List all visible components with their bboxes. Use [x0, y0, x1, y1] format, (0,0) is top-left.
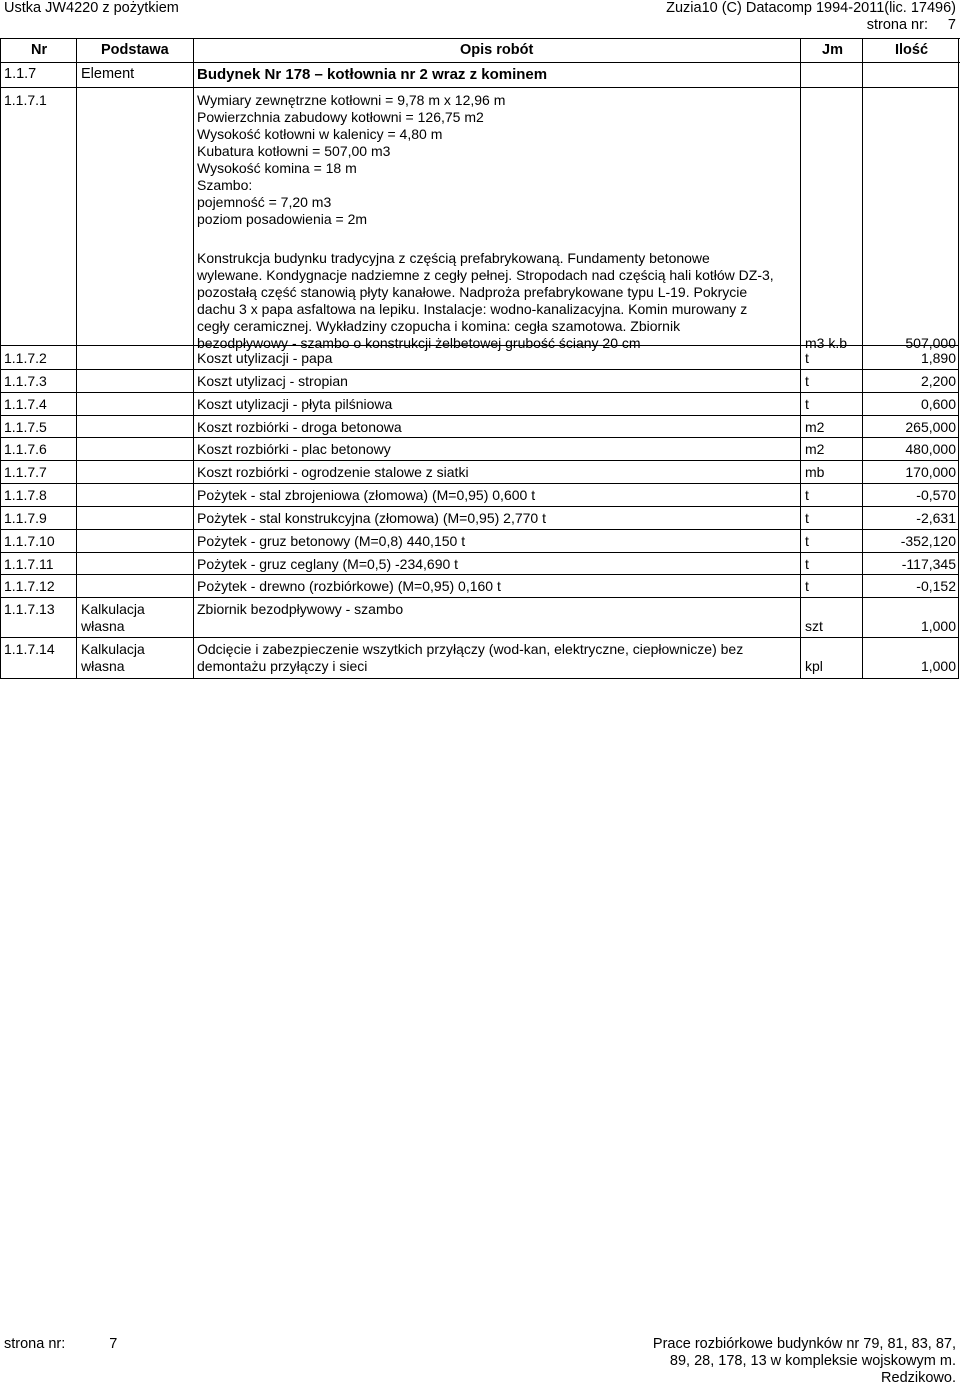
page-label: strona nr:	[4, 1336, 66, 1352]
row-nr: 1.1.7.7	[4, 464, 47, 480]
description-line: cegły ceramicznej. Wykładziny czopucha i komina: cegła szamotowa. Zbiornik	[197, 318, 681, 334]
table-right-border	[958, 38, 959, 678]
description-line: dachu 3 x papa asfaltowa na lepiku. Instalacje: wodno-kanalizacyjna. Komin murowany z	[197, 301, 748, 317]
row-unit: m3 k.b	[805, 335, 848, 351]
software-credit: Zuzia10 (C) Datacomp 1994-2011(lic. 17496)	[666, 0, 956, 16]
row-unit: mb	[805, 464, 825, 480]
row-quantity: 0,600	[920, 396, 956, 412]
column-header-ilosc: Ilość	[895, 42, 929, 58]
row-unit: t	[805, 556, 809, 572]
row-separator	[0, 369, 959, 370]
row-description	[197, 487, 802, 504]
row-quantity: 1,890	[920, 350, 956, 366]
row-quantity: 170,000	[905, 464, 956, 480]
row-nr: 1.1.7.14	[4, 641, 55, 657]
row-separator	[0, 392, 959, 393]
section-podstawa: Element	[81, 66, 135, 82]
row-quantity: -0,152	[916, 578, 956, 594]
row-nr: 1.1.7.13	[4, 601, 55, 617]
row-description	[197, 441, 802, 458]
row-unit: t	[805, 487, 809, 503]
document-header-title: Ustka JW4220 z pożytkiem	[4, 0, 179, 16]
row-podstawa: Kalkulacja własna	[81, 641, 145, 674]
row-unit: t	[805, 396, 809, 412]
row-quantity: 1,000	[920, 658, 956, 674]
row-separator	[0, 597, 959, 598]
column-header-opis: Opis robót	[460, 42, 534, 58]
description-line: pojemność = 7,20 m3	[197, 194, 332, 210]
description-line: Pożytek - drewno (rozbiórkowe) (M=0,95) 0,160 t	[197, 578, 501, 594]
subject-line: Redzikowo.	[881, 1370, 956, 1386]
page-number-header	[867, 17, 956, 33]
row-nr: 1.1.7.9	[4, 510, 47, 526]
row-separator	[0, 506, 959, 507]
row-description	[197, 419, 802, 436]
row-separator	[0, 345, 959, 346]
row-separator	[0, 483, 959, 484]
page-number-footer	[4, 1336, 117, 1352]
row-separator	[0, 415, 959, 416]
description-line: Pożytek - gruz betonowy (M=0,8) 440,150 t	[197, 533, 466, 549]
description-line: Kubatura kotłowni = 507,00 m3	[197, 143, 391, 159]
row-quantity: 507,000	[905, 335, 956, 351]
row-nr: 1.1.7.10	[4, 533, 55, 549]
table-top-border	[0, 38, 960, 39]
row-quantity: 265,000	[905, 419, 956, 435]
description-line: Koszt utylizacji - płyta pilśniowa	[197, 396, 393, 412]
row-nr: 1.1.7.4	[4, 396, 47, 412]
document-subject	[653, 1336, 956, 1387]
row-separator	[0, 574, 959, 575]
page-label: strona nr:	[866, 17, 928, 33]
row-unit: t	[805, 533, 809, 549]
row-nr: 1.1.7.12	[4, 578, 55, 594]
description-line: wylewane. Kondygnacje nadziemne z cegły pełnej. Stropodach nad częścią hali kotłów DZ-3,	[197, 267, 774, 283]
row-nr: 1.1.7.3	[4, 373, 47, 389]
row-separator	[0, 678, 959, 679]
column-header-jm: Jm	[822, 42, 843, 58]
description-line: Szambo:	[197, 177, 253, 193]
description-line: Koszt rozbiórki - droga betonowa	[197, 419, 402, 435]
description-line: Wymiary zewnętrzne kotłowni = 9,78 m x 12,96 m	[197, 92, 506, 108]
description-line: Koszt rozbiórki - ogrodzenie stalowe z siatki	[197, 464, 469, 480]
row-quantity: -2,631	[916, 510, 956, 526]
description-line: Zbiornik bezodpływowy - szambo	[197, 601, 404, 617]
row-quantity: 2,200	[920, 373, 956, 389]
description-line: Koszt rozbiórki - plac betonowy	[197, 441, 391, 457]
row-description	[197, 533, 802, 550]
row-description	[197, 601, 802, 635]
description-line: Koszt utylizacj - stropian	[197, 373, 348, 389]
description-line: poziom posadowienia = 2m	[197, 211, 368, 227]
row-separator	[0, 87, 959, 88]
column-divider	[193, 38, 194, 678]
table-left-border	[0, 38, 1, 678]
row-description	[197, 350, 802, 367]
row-description	[197, 510, 802, 527]
subject-line: 89, 28, 178, 13 w kompleksie wojskowym m.	[669, 1353, 956, 1369]
description-line: Pożytek - stal konstrukcyjna (złomowa) (M=0,95) 2,770 t	[197, 510, 546, 526]
row-unit: m2	[805, 419, 825, 435]
description-line	[197, 228, 802, 250]
description-line: Pożytek - stal zbrojeniowa (złomowa) (M=0,95) 0,600 t	[197, 487, 536, 503]
row-description	[197, 641, 802, 675]
row-unit: t	[805, 510, 809, 526]
description-line: Pożytek - gruz ceglany (M=0,5) -234,690 t	[197, 556, 459, 572]
section-nr: 1.1.7	[4, 66, 37, 82]
row-quantity: -117,345	[901, 556, 956, 572]
row-unit: szt	[805, 618, 823, 634]
description-line: Wysokość kotłowni w kalenicy = 4,80 m	[197, 126, 443, 142]
description-line	[197, 618, 802, 635]
description-line: Powierzchnia zabudowy kotłowni = 126,75 m2	[197, 109, 484, 125]
row-nr: 1.1.7.6	[4, 441, 47, 457]
row-nr: 1.1.7.1	[4, 92, 47, 108]
subject-line: Prace rozbiórkowe budynków nr 79, 81, 83, 87,	[652, 1336, 956, 1352]
description-line: Odcięcie i zabezpieczenie wszytkich przyłączy (wod-kan, elektryczne, ciepłownicze) bez	[197, 641, 744, 657]
row-description	[197, 92, 802, 352]
row-description	[197, 464, 802, 481]
row-separator	[0, 437, 959, 438]
row-separator	[0, 552, 959, 553]
column-divider	[76, 38, 77, 678]
row-unit: t	[805, 350, 809, 366]
table-header-bottom-border	[0, 62, 960, 63]
section-title: Budynek Nr 178 – kotłownia nr 2 wraz z kominem	[197, 66, 548, 83]
row-separator	[0, 460, 959, 461]
row-separator	[0, 529, 959, 530]
column-header-nr: Nr	[31, 42, 48, 58]
row-description	[197, 556, 802, 573]
description-line: Koszt utylizacji - papa	[197, 350, 333, 366]
description-line: pozostałą część stanowią płyty kanałowe. Nadproża prefabrykowane typu L-19. Pokrycie	[197, 284, 748, 300]
description-line: bezodpływowy - szambo o konstrukcji żelbetowej grubość ściany 20 cm	[197, 335, 641, 351]
row-unit: m2	[805, 441, 825, 457]
row-podstawa: Kalkulacja własna	[81, 601, 145, 634]
row-quantity: -0,570	[916, 487, 956, 503]
column-header-podstawa: Podstawa	[101, 42, 169, 58]
row-unit: t	[805, 578, 809, 594]
row-quantity: 480,000	[905, 441, 956, 457]
row-nr: 1.1.7.11	[4, 556, 54, 572]
row-nr: 1.1.7.8	[4, 487, 47, 503]
row-description	[197, 396, 802, 413]
column-divider	[862, 38, 863, 678]
row-nr: 1.1.7.5	[4, 419, 47, 435]
row-separator	[0, 637, 959, 638]
row-nr: 1.1.7.2	[4, 350, 47, 366]
row-quantity: 1,000	[920, 618, 956, 634]
row-quantity: -352,120	[900, 533, 956, 549]
row-unit: t	[805, 373, 809, 389]
page-number: 7	[109, 1336, 118, 1352]
page-number: 7	[947, 17, 956, 33]
description-line: Wysokość komina = 18 m	[197, 160, 357, 176]
row-unit: kpl	[805, 658, 823, 674]
row-description	[197, 373, 802, 390]
row-description	[197, 578, 802, 595]
description-line: demontażu przyłączy i sieci	[197, 658, 368, 674]
description-line: Konstrukcja budynku tradycyjna z częścią prefabrykowaną. Fundamenty betonowe	[197, 250, 710, 266]
